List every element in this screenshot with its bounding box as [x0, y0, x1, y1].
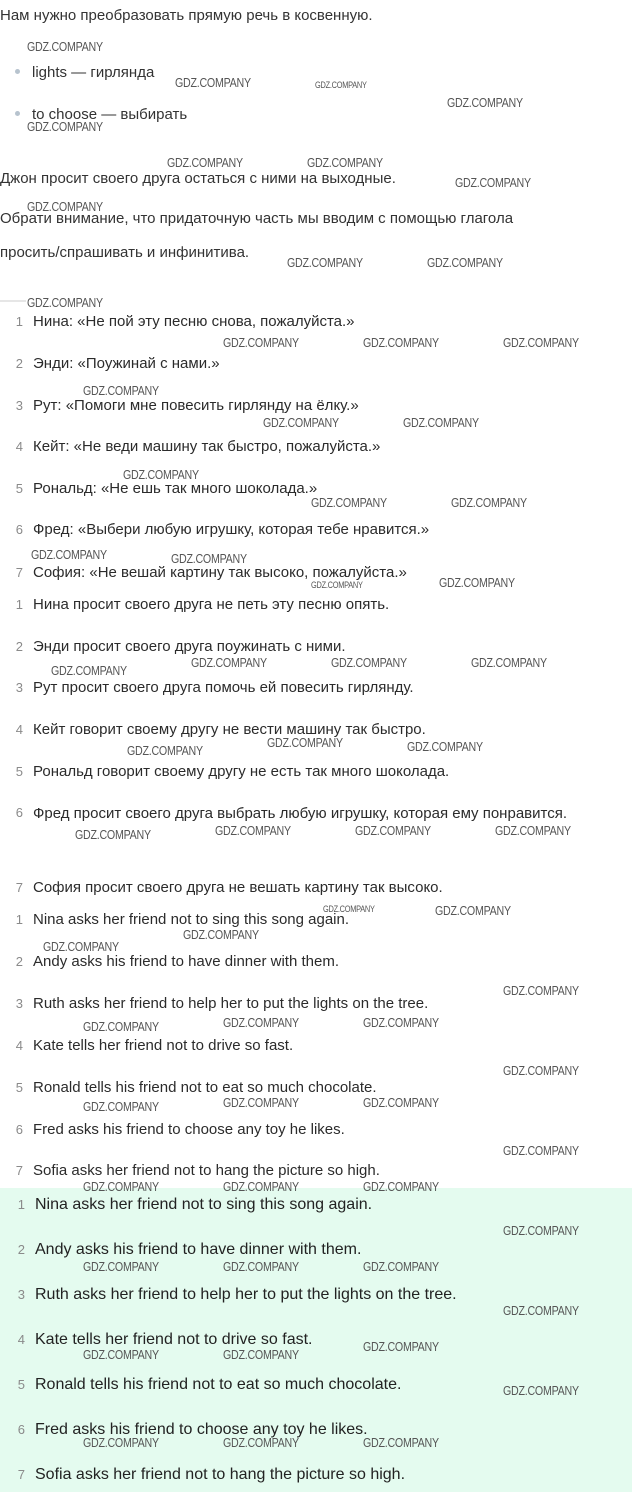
- watermark: GDZ.COMPANY: [223, 1015, 299, 1030]
- answer-item: 6 Fred asks his friend to choose any toy he likes.: [17, 1421, 368, 1438]
- direct-speech-item: 3 Рут: «Помоги мне повесить гирлянду на ёлку.»: [15, 397, 359, 414]
- reported-ru-item: 1 Нина просит своего друга не петь эту песню опять.: [15, 596, 390, 613]
- watermark: GDZ.COMPANY: [183, 927, 259, 942]
- bullet-dot-icon: [15, 111, 20, 116]
- reported-en-item: 3 Ruth asks her friend to help her to put the lights on the tree.: [15, 995, 429, 1012]
- watermark: GDZ.COMPANY: [503, 335, 579, 350]
- vocab-item: lights — гирлянда: [15, 64, 154, 81]
- watermark: GDZ.COMPANY: [83, 1259, 159, 1274]
- watermark: GDZ.COMPANY: [287, 255, 363, 270]
- watermark: GDZ.COMPANY: [51, 663, 127, 678]
- watermark: GDZ.COMPANY: [503, 1383, 579, 1398]
- reported-en-item: 7 Sofia asks her friend not to hang the picture so high.: [15, 1162, 380, 1179]
- direct-speech-item: 7 София: «Не вешай картину так высоко, пожалуйста.»: [15, 564, 407, 581]
- watermark: GDZ.COMPANY: [439, 575, 515, 590]
- bullet-dot-icon: [15, 69, 20, 74]
- watermark: GDZ.COMPANY: [223, 1347, 299, 1362]
- watermark: GDZ.COMPANY: [363, 1339, 439, 1354]
- reported-en-item: 2 Andy asks his friend to have dinner with them.: [15, 953, 339, 970]
- watermark: GDZ.COMPANY: [311, 495, 387, 510]
- watermark: GDZ.COMPANY: [43, 939, 119, 954]
- watermark: GDZ.COMPANY: [83, 1099, 159, 1114]
- direct-speech-item: 2 Энди: «Поужинай с нами.»: [15, 355, 220, 372]
- section-divider: [0, 300, 26, 302]
- answer-item: 5 Ronald tells his friend not to eat so much chocolate.: [17, 1376, 402, 1393]
- reported-ru-item: 5 Рональд говорит своему другу не есть так много шоколада.: [15, 763, 450, 780]
- watermark: GDZ.COMPANY: [447, 95, 523, 110]
- direct-speech-item: 1 Нина: «Не пой эту песню снова, пожалуйста.»: [15, 313, 355, 330]
- watermark: GDZ.COMPANY: [451, 495, 527, 510]
- watermark: GDZ.COMPANY: [435, 903, 511, 918]
- watermark: GDZ.COMPANY: [83, 1435, 159, 1450]
- watermark: GDZ.COMPANY: [83, 1179, 159, 1194]
- answer-item: 3 Ruth asks her friend to help her to put the lights on the tree.: [17, 1286, 457, 1303]
- reported-en-item: 5 Ronald tells his friend not to eat so much chocolate.: [15, 1079, 377, 1096]
- direct-speech-item: 6 Фред: «Выбери любую игрушку, которая тебе нравится.»: [15, 521, 430, 538]
- watermark: GDZ.COMPANY: [127, 743, 203, 758]
- watermark: GDZ.COMPANY: [311, 580, 363, 590]
- watermark: GDZ.COMPANY: [427, 255, 503, 270]
- watermark: GDZ.COMPANY: [223, 335, 299, 350]
- watermark: GDZ.COMPANY: [171, 551, 247, 566]
- reported-ru-item: 7 София просит своего друга не вешать картину так высоко.: [15, 879, 443, 896]
- answer-item: 4 Kate tells her friend not to drive so fast.: [17, 1331, 313, 1348]
- watermark: GDZ.COMPANY: [331, 655, 407, 670]
- watermark: GDZ.COMPANY: [191, 655, 267, 670]
- watermark: GDZ.COMPANY: [123, 467, 199, 482]
- watermark: GDZ.COMPANY: [167, 155, 243, 170]
- watermark: GDZ.COMPANY: [363, 1179, 439, 1194]
- watermark: GDZ.COMPANY: [215, 823, 291, 838]
- reported-en-item: 6 Fred asks his friend to choose any toy he likes.: [15, 1121, 345, 1138]
- watermark: GDZ.COMPANY: [323, 904, 375, 914]
- reported-ru-item: 4 Кейт говорит своему другу не вести машину так быстро.: [15, 721, 426, 738]
- watermark: GDZ.COMPANY: [363, 1435, 439, 1450]
- watermark: GDZ.COMPANY: [315, 80, 367, 90]
- answer-item: 7 Sofia asks her friend not to hang the picture so high.: [17, 1466, 406, 1483]
- direct-speech-item: 5 Рональд: «Не ешь так много шоколада.»: [15, 480, 318, 497]
- reported-ru-item: 2 Энди просит своего друга поужинать с ними.: [15, 638, 346, 655]
- explanation-line: Обрати внимание, что придаточную часть мы вводим с помощью глагола: [0, 210, 514, 227]
- watermark: GDZ.COMPANY: [175, 75, 251, 90]
- reported-en-item: 1 Nina asks her friend not to sing this song again.: [15, 911, 350, 928]
- watermark: GDZ.COMPANY: [495, 823, 571, 838]
- watermark: GDZ.COMPANY: [83, 383, 159, 398]
- watermark: GDZ.COMPANY: [403, 415, 479, 430]
- watermark: GDZ.COMPANY: [355, 823, 431, 838]
- watermark: GDZ.COMPANY: [263, 415, 339, 430]
- watermark: GDZ.COMPANY: [31, 547, 107, 562]
- direct-speech-item: 4 Кейт: «Не веди машину так быстро, пожалуйста.»: [15, 438, 381, 455]
- watermark: GDZ.COMPANY: [455, 175, 531, 190]
- vocab-item: to choose — выбирать: [15, 106, 187, 123]
- watermark: GDZ.COMPANY: [223, 1095, 299, 1110]
- watermark: GDZ.COMPANY: [307, 155, 383, 170]
- watermark: GDZ.COMPANY: [267, 735, 343, 750]
- explanation-line: Джон просит своего друга остаться с ними на выходные.: [0, 170, 396, 187]
- reported-ru-item: 3 Рут просит своего друга помочь ей повесить гирлянду.: [15, 679, 414, 696]
- watermark: GDZ.COMPANY: [503, 983, 579, 998]
- explanation-line: просить/спрашивать и инфинитива.: [0, 244, 250, 261]
- watermark: GDZ.COMPANY: [27, 295, 103, 310]
- watermark: GDZ.COMPANY: [75, 827, 151, 842]
- watermark: GDZ.COMPANY: [223, 1179, 299, 1194]
- watermark: GDZ.COMPANY: [503, 1143, 579, 1158]
- watermark: GDZ.COMPANY: [27, 119, 103, 134]
- watermark: GDZ.COMPANY: [27, 39, 103, 54]
- answer-item: 2 Andy asks his friend to have dinner with them.: [17, 1241, 362, 1258]
- watermark: GDZ.COMPANY: [83, 1019, 159, 1034]
- watermark: GDZ.COMPANY: [503, 1303, 579, 1318]
- watermark: GDZ.COMPANY: [363, 1259, 439, 1274]
- watermark: GDZ.COMPANY: [407, 739, 483, 754]
- intro-text: Нам нужно преобразовать прямую речь в косвенную.: [0, 7, 373, 24]
- reported-ru-item: 6 Фред просит своего друга выбрать любую игрушку, которая ему понравится.: [15, 805, 567, 822]
- answer-item: 1 Nina asks her friend not to sing this song again.: [17, 1196, 373, 1213]
- watermark: GDZ.COMPANY: [363, 335, 439, 350]
- watermark: GDZ.COMPANY: [223, 1435, 299, 1450]
- watermark: GDZ.COMPANY: [83, 1347, 159, 1362]
- watermark: GDZ.COMPANY: [503, 1063, 579, 1078]
- watermark: GDZ.COMPANY: [363, 1095, 439, 1110]
- watermark: GDZ.COMPANY: [503, 1223, 579, 1238]
- watermark: GDZ.COMPANY: [27, 199, 103, 214]
- watermark: GDZ.COMPANY: [471, 655, 547, 670]
- watermark: GDZ.COMPANY: [363, 1015, 439, 1030]
- reported-en-item: 4 Kate tells her friend not to drive so fast.: [15, 1037, 294, 1054]
- watermark: GDZ.COMPANY: [223, 1259, 299, 1274]
